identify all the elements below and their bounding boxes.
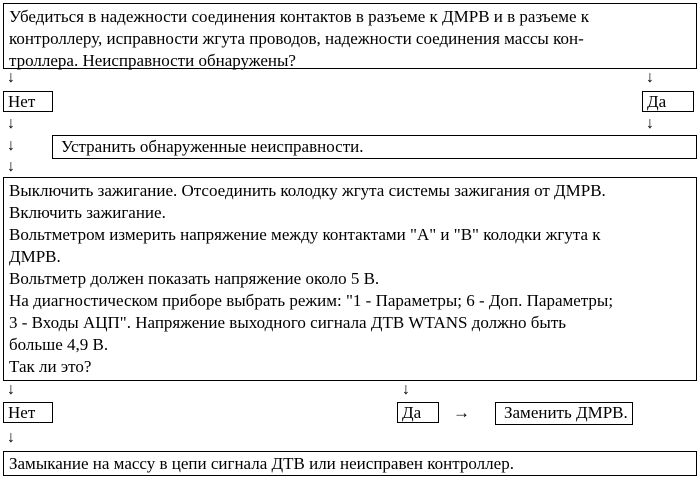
answer-no-1: Нет [3,91,53,112]
arrow-down: ↓ [7,429,15,446]
arrow-down: ↓ [7,381,15,398]
arrow-down: ↓ [7,115,15,132]
final-result-box: Замыкание на массу в цепи сигнала ДТВ или неисправен контроллер. [3,451,697,476]
check-connections-box: Убедиться в надежности соединения контактов в разъеме к ДМРВ и в разъеме к контроллеру, исправности жгута проводов, надежности соединения массы кон- троллера. Неисправности обнаружены? [3,3,697,69]
measure-voltage-box: Выключить зажигание. Отсоединить колодку жгута системы зажигания от ДМРВ. Включить зажигание. Вольтметром измерить напряжение между контактами "А" и "В" колодки жгута к ДМРВ. Вольтметр должен показать напряжение около 5 В. На диагностическом приборе выбрать режим: "1 - Параметры; 6 - Доп. Параметры; 3 - Входы АЦП". Напряжение выходного сигнала ДТВ WTANS должно быть больше 4,9 В. Так ли это? [3,177,697,381]
arrow-down: ↓ [402,381,410,398]
arrow-down: ↓ [7,158,15,175]
arrow-down: ↓ [7,137,15,154]
arrow-right: → [453,403,470,422]
arrow-down: ↓ [7,69,15,86]
answer-yes-2: Да [397,402,439,423]
arrow-down: ↓ [646,115,654,132]
answer-yes-1: Да [642,91,694,112]
arrow-down: ↓ [646,69,654,86]
answer-no-2: Нет [3,402,53,423]
fix-faults-box: Устранить обнаруженные неисправности. [52,135,697,159]
replace-maf-box: Заменить ДМРВ. [495,402,633,425]
